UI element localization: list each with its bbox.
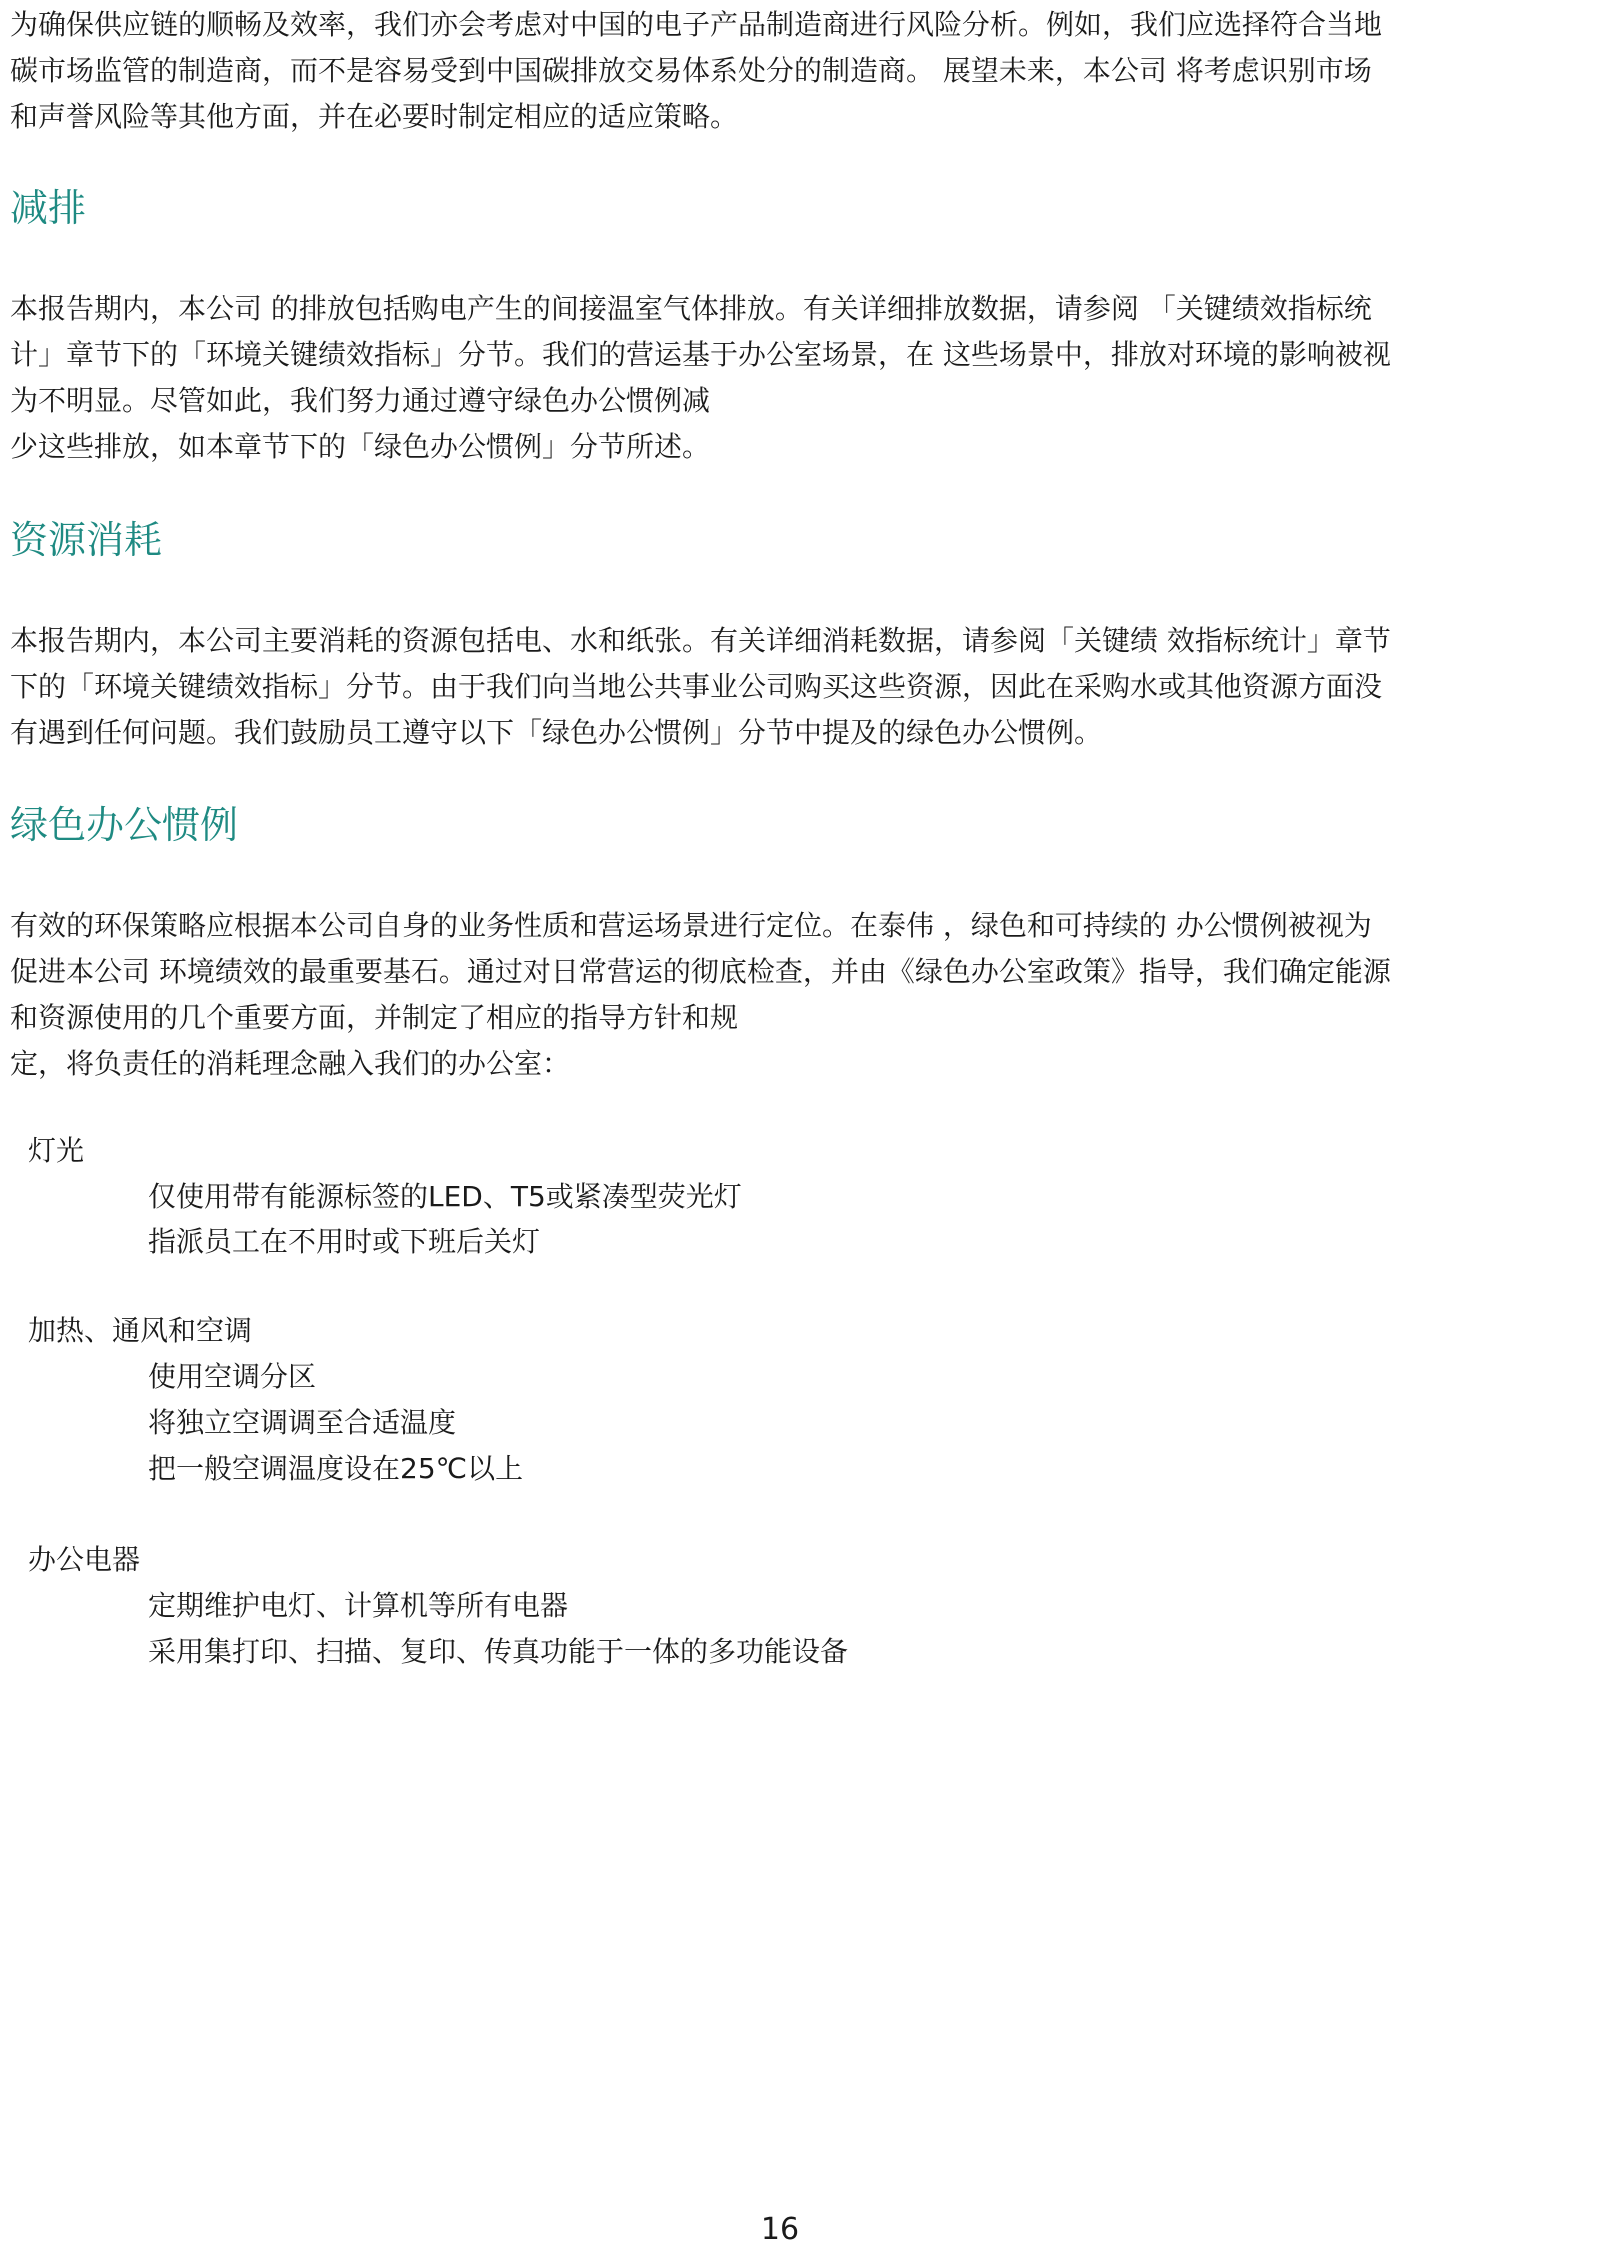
list-item: 定期维护电灯、计算机等所有电器 <box>148 1589 569 1622</box>
emission-line: 为不明显。尽管如此，我们努力通过遵守绿色办公惯例减 <box>10 384 711 417</box>
emission-line: 计」章节下的「环境关键绩效指标」分节。我们的营运基于办公室场景，在 这些场景中，排放对环境的影响被视 <box>10 338 1391 371</box>
resources-paragraph <box>10 618 1592 756</box>
green-office-line: 定，将负责任的消耗理念融入我们的办公室： <box>10 1047 571 1080</box>
list-item: 使用空调分区 <box>148 1360 317 1393</box>
green-office-paragraph <box>10 903 1592 1087</box>
resources-line: 有遇到任何问题。我们鼓励员工遵守以下「绿色办公惯例」分节中提及的绿色办公惯例。 <box>10 716 1103 749</box>
list-item: 把一般空调温度设在25℃以上 <box>148 1452 524 1485</box>
emission-line: 少这些排放，如本章节下的「绿色办公惯例」分节所述。 <box>10 430 711 463</box>
green-office-line: 和资源使用的几个重要方面，并制定了相应的指导方针和规 <box>10 1001 739 1034</box>
section-heading-resources: 资源消耗 <box>10 518 163 562</box>
page-number: 16 <box>760 2212 800 2247</box>
section-heading-emission: 减排 <box>10 186 87 230</box>
list-item: 将独立空调调至合适温度 <box>148 1406 457 1439</box>
list-item: 仅使用带有能源标签的LED、T5或紧凑型荧光灯 <box>148 1180 742 1213</box>
resources-line: 本报告期内，本公司主要消耗的资源包括电、水和纸张。有关详细消耗数据，请参阅「关键绩 效指标统计」章节 <box>10 624 1391 657</box>
list-item: 采用集打印、扫描、复印、传真功能于一体的多功能设备 <box>148 1635 849 1668</box>
category-hvac: 加热、通风和空调 <box>28 1314 253 1347</box>
intro-paragraph <box>10 2 1592 140</box>
category-office-appliances: 办公电器 <box>28 1543 141 1576</box>
emission-paragraph <box>10 286 1592 470</box>
resources-line: 下的「环境关键绩效指标」分节。由于我们向当地公共事业公司购买这些资源，因此在采购水或其他资源方面没 <box>10 670 1383 703</box>
intro-line: 和声誉风险等其他方面，并在必要时制定相应的适应策略。 <box>10 100 739 133</box>
emission-line: 本报告期内，本公司 的排放包括购电产生的间接温室气体排放。有关详细排放数据，请参阅 「关键绩效指标统 <box>10 292 1372 325</box>
section-heading-green-office: 绿色办公惯例 <box>10 803 239 847</box>
intro-line: 为确保供应链的顺畅及效率，我们亦会考虑对中国的电子产品制造商进行风险分析。例如，我们应选择符合当地 <box>10 8 1383 41</box>
green-office-line: 促进本公司 环境绩效的最重要基石。通过对日常营运的彻底检查，并由《绿色办公室政策》指导，我们确定能源 <box>10 955 1391 988</box>
list-item: 指派员工在不用时或下班后关灯 <box>148 1225 541 1258</box>
intro-line: 碳市场监管的制造商，而不是容易受到中国碳排放交易体系处分的制造商。 展望未来，本公司 将考虑识别市场 <box>10 54 1372 87</box>
category-lighting: 灯光 <box>28 1134 85 1167</box>
green-office-line: 有效的环保策略应根据本公司自身的业务性质和营运场景进行定位。在泰伟 ，绿色和可持续的 办公惯例被视为 <box>10 909 1372 942</box>
